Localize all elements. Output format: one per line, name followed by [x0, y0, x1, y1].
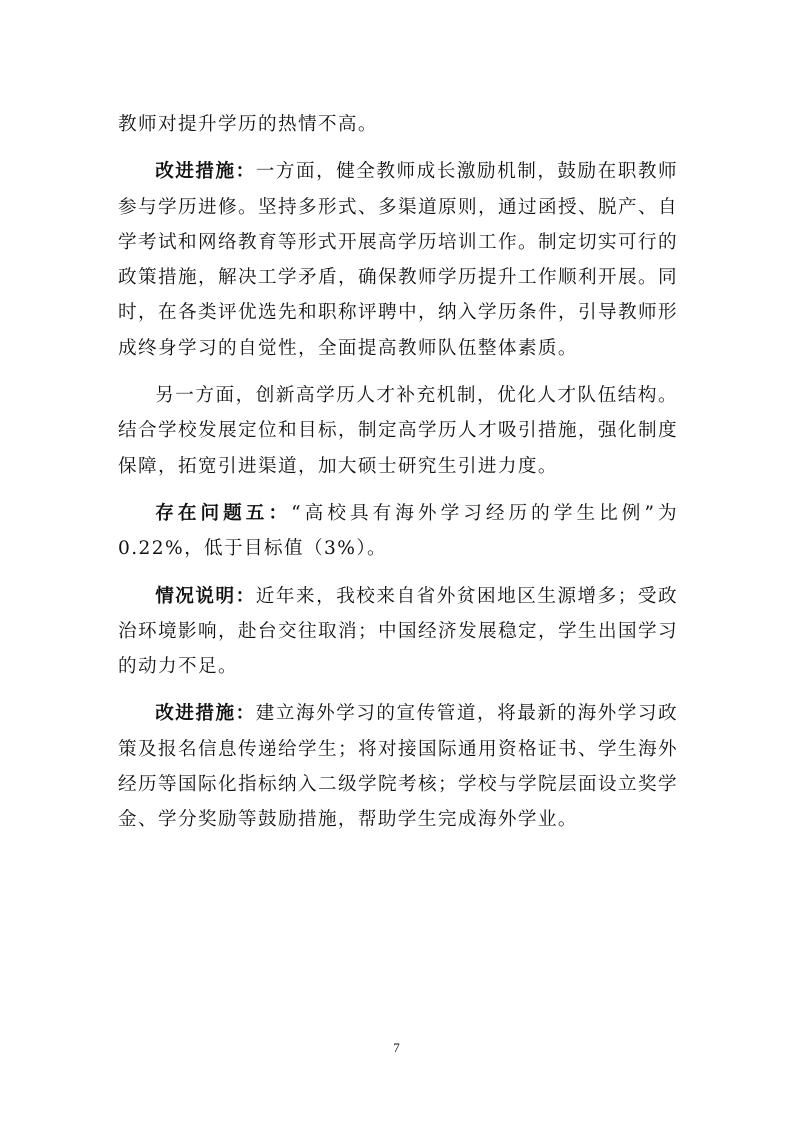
improvement-measures-paragraph-1: [118, 154, 678, 366]
talent-recruitment-paragraph: [118, 378, 678, 484]
page-number: 7: [393, 1040, 400, 1055]
paragraph-label: 改进措施：: [155, 703, 256, 725]
paragraph-text: 另一方面，创新高学历人才补充机制，优化人才队伍结构。结合学校发展定位和目标，制定高学历人才吸引措施，强化制度保障，拓宽引进渠道，加大硕士研究生引进力度。: [118, 385, 678, 477]
paragraph-text: 教师对提升学历的热情不高。: [118, 114, 378, 135]
page-body: [118, 107, 678, 838]
paragraph-label: 存在问题五：: [155, 502, 292, 524]
paragraph-label: 改进措施：: [155, 161, 256, 183]
paragraph-text: 近年来，我校来自省外贫困地区生源增多；受政治环境影响，赴台交往取消；中国经济发展稳定，学生出国学习的动力不足。: [118, 585, 678, 678]
situation-explanation-paragraph: [118, 579, 678, 685]
paragraph-text: 一方面，健全教师成长激励机制，鼓励在职教师参与学历进修。坚持多形式、多渠道原则，通过函授、脱产、自学考试和网络教育等形式开展高学历培训工作。制定切实可行的政策措施，解决工学矛盾，确保教师学历提升工作顺利开展。同时，在各类评优选先和职称评聘中，纳入学历条件，引导教师形成终身学习的自觉性，全面提高教师队伍整体素质。: [118, 161, 678, 359]
paragraph-label: 情况说明：: [155, 585, 256, 607]
paragraph-text: 建立海外学习的宣传管道，将最新的海外学习政策及报名信息传递给学生；将对接国际通用资格证书、学生海外经历等国际化指标纳入二级学院考核；学校与学院层面设立奖学金、学分奖励等鼓励措施，帮助学生完成海外学业。: [118, 703, 678, 831]
improvement-measures-paragraph-2: [118, 696, 678, 837]
continued-paragraph: [118, 107, 678, 142]
paragraph-text: “高校具有海外学习经历的学生比例”为 0.22%，低于目标值（3%）。: [118, 502, 679, 560]
problem-five-paragraph: [118, 496, 678, 567]
